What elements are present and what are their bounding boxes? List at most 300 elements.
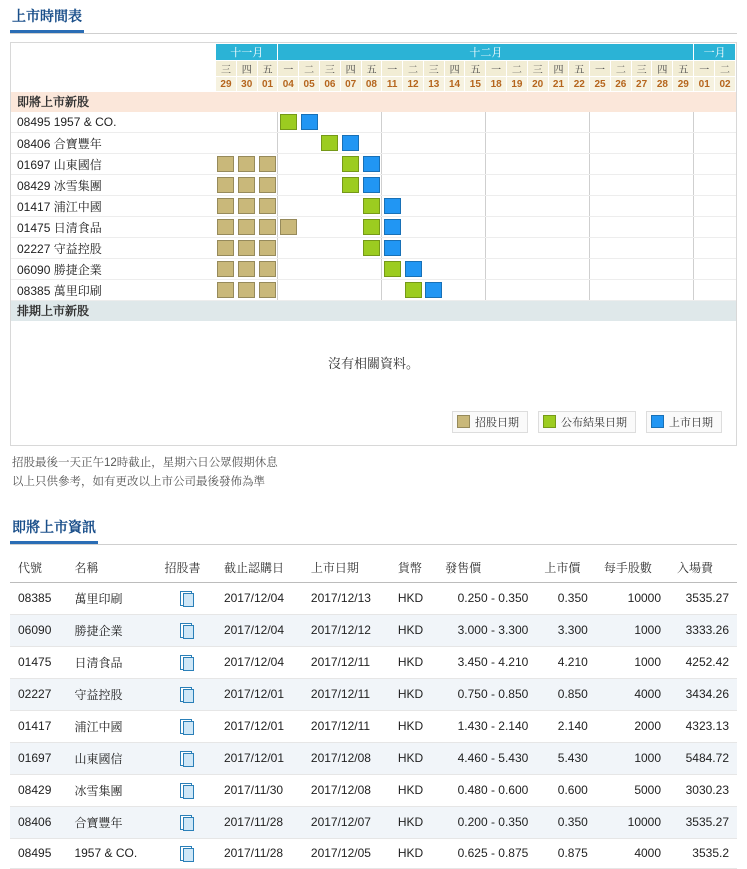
cell-name[interactable]: 守益控股 [66,678,156,710]
gantt-cell-empty [527,154,548,175]
cell-prospectus[interactable] [156,614,215,646]
gantt-bar-offer [217,219,234,235]
cell-list-price: 0.850 [536,678,595,710]
gantt-cell-empty [548,154,569,175]
gantt-cell-empty [486,112,507,133]
gantt-cell-empty [631,217,652,238]
gantt-cell-filled [278,112,299,133]
gantt-cell-empty [527,238,548,259]
gantt-cell-empty [340,217,361,238]
gantt-cell-empty [382,154,403,175]
gantt-cell-empty [507,154,528,175]
gantt-cell-empty [361,280,382,301]
table-row[interactable] [10,614,737,646]
cell-prospectus[interactable] [156,774,215,806]
table-row[interactable] [10,646,737,678]
table-row[interactable] [10,838,737,868]
gantt-cell-filled [236,175,257,196]
gantt-cell-empty [465,112,486,133]
gantt-cell-filled [257,196,278,217]
gantt-cell-empty [548,175,569,196]
cell-offer-price: 0.480 - 0.600 [437,774,536,806]
gantt-note: 招股最後一天正午12時截止，星期六日公眾假期休息 [12,456,278,469]
gantt-cell-empty [403,175,424,196]
gantt-cell-empty [569,280,590,301]
gantt-cell-empty [216,112,237,133]
table-row[interactable] [10,774,737,806]
gantt-cell-empty [631,196,652,217]
cell-name[interactable]: 山東國信 [66,742,156,774]
gantt-row[interactable] [11,280,736,301]
gantt-cell-filled [382,217,403,238]
cell-deadline: 2017/12/01 [216,710,303,742]
cell-currency: HKD [390,582,437,614]
cell-list-date: 2017/12/12 [303,614,390,646]
gantt-cell-empty [299,196,320,217]
gantt-row-label[interactable]: 01697 山東國信 [11,154,216,175]
gantt-bar-result [321,135,338,151]
gantt-cell-empty [382,280,403,301]
cell-prospectus[interactable] [156,678,215,710]
gantt-cell-empty [631,238,652,259]
gantt-cell-empty [486,196,507,217]
gantt-date-cell: 07 [340,77,361,92]
gantt-cell-empty [444,238,465,259]
gantt-cell-filled [236,196,257,217]
gantt-month-label: 十一月 [216,44,278,61]
gantt-legend [11,401,736,445]
legend-swatch-icon [651,415,664,428]
cell-code[interactable]: 02227 [10,678,66,710]
gantt-weekday-cell: 四 [340,61,361,77]
gantt-bar-result [280,114,297,130]
column-header-7[interactable]: 上市價 [536,553,595,583]
cell-lot-size: 1000 [596,646,669,678]
gantt-cell-filled [236,217,257,238]
gantt-cell-empty [548,280,569,301]
cell-code[interactable]: 08406 [10,806,66,838]
column-header-4[interactable]: 上市日期 [303,553,390,583]
gantt-cell-empty [507,280,528,301]
cell-entry-fee: 3333.26 [669,614,737,646]
gantt-row-label[interactable]: 08385 萬里印刷 [11,280,216,301]
gantt-cell-empty [444,259,465,280]
gantt-cell-empty [507,238,528,259]
gantt-cell-filled [257,175,278,196]
cell-code[interactable]: 08429 [10,774,66,806]
gantt-row-label[interactable]: 02227 守益控股 [11,238,216,259]
gantt-cell-empty [278,175,299,196]
cell-deadline: 2017/12/04 [216,646,303,678]
cell-code[interactable]: 01697 [10,742,66,774]
document-icon[interactable] [180,751,192,765]
table-row[interactable] [10,582,737,614]
gantt-cell-empty [278,238,299,259]
gantt-cell-empty [631,280,652,301]
gantt-cell-filled [361,196,382,217]
document-icon[interactable] [180,623,192,637]
document-icon[interactable] [180,591,192,605]
cell-list-price: 0.875 [536,838,595,868]
gantt-month-label: 十二月 [278,44,694,61]
gantt-cell-empty [382,133,403,154]
legend-item [452,411,528,433]
gantt-month-header [11,44,736,61]
column-header-0[interactable]: 代號 [10,553,66,583]
gantt-cell-filled [257,238,278,259]
gantt-weekday-cell: 一 [382,61,403,77]
gantt-cell-empty [590,133,611,154]
gantt-cell-empty [590,217,611,238]
cell-lot-size: 1000 [596,742,669,774]
gantt-date-header [11,77,736,92]
gantt-cell-filled [216,175,237,196]
gantt-bar-result [363,240,380,256]
gantt-cell-empty [340,196,361,217]
gantt-cell-filled [382,196,403,217]
gantt-cell-empty [610,196,631,217]
gantt-cell-empty [403,217,424,238]
gantt-cell-filled [216,280,237,301]
gantt-cell-empty [486,217,507,238]
gantt-cell-empty [652,259,673,280]
cell-name[interactable]: 萬里印刷 [66,582,156,614]
gantt-cell-empty [694,217,715,238]
gantt-cell-empty [590,238,611,259]
cell-deadline: 2017/12/04 [216,614,303,646]
table-row[interactable] [10,710,737,742]
gantt-bar-offer [238,219,255,235]
gantt-cell-empty [465,259,486,280]
gantt-cell-empty [465,217,486,238]
gantt-note: 以上只供參考，如有更改以上市公司最後發佈為準 [12,476,265,489]
cell-offer-price: 0.200 - 0.350 [437,806,536,838]
cell-offer-price: 0.625 - 0.875 [437,838,536,868]
column-header-3[interactable]: 截止認購日 [216,553,303,583]
gantt-weekday-cell: 一 [590,61,611,77]
gantt-bar-list [405,261,422,277]
gantt-cell-filled [236,154,257,175]
gantt-bar-result [342,156,359,172]
gantt-date-cell: 01 [257,77,278,92]
document-icon[interactable] [180,846,192,860]
gantt-row[interactable] [11,154,736,175]
table-row[interactable] [10,678,737,710]
gantt-cell-empty [299,238,320,259]
gantt-date-cell: 13 [423,77,444,92]
cell-prospectus[interactable] [156,838,215,868]
gantt-row[interactable] [11,175,736,196]
gantt-cell-empty [465,238,486,259]
gantt-group-scheduled [11,301,736,321]
column-header-1[interactable]: 名稱 [66,553,156,583]
gantt-cell-empty [631,175,652,196]
cell-offer-price: 3.000 - 3.300 [437,614,536,646]
gantt-weekday-cell: 三 [319,61,340,77]
cell-name[interactable]: 勝捷企業 [66,614,156,646]
cell-prospectus[interactable] [156,646,215,678]
gantt-bar-offer [259,240,276,256]
gantt-cell-empty [278,280,299,301]
gantt-cell-empty [652,112,673,133]
gantt-cell-filled [236,280,257,301]
gantt-cell-empty [569,112,590,133]
gantt-cell-empty [569,154,590,175]
gantt-cell-filled [423,280,444,301]
gantt-cell-empty [673,112,694,133]
legend-swatch-icon [457,415,470,428]
gantt-date-blank [11,77,216,92]
gantt-bar-result [342,177,359,193]
gantt-month-label: 一月 [694,44,736,61]
gantt-bar-offer [238,156,255,172]
gantt-cell-empty [216,133,237,154]
cell-list-date: 2017/12/13 [303,582,390,614]
gantt-cell-empty [694,280,715,301]
gantt-cell-filled [216,196,237,217]
gantt-cell-empty [673,133,694,154]
cell-prospectus[interactable] [156,710,215,742]
cell-deadline: 2017/11/28 [216,806,303,838]
gantt-row[interactable] [11,238,736,259]
gantt-row-label[interactable]: 08406 合寶豐年 [11,133,216,154]
gantt-cell-filled [216,154,237,175]
gantt-date-cell: 05 [299,77,320,92]
gantt-cell-empty [610,175,631,196]
cell-offer-price: 4.460 - 5.430 [437,742,536,774]
gantt-weekday-cell: 一 [486,61,507,77]
gantt-weekday-header [11,61,736,77]
gantt-cell-empty [486,133,507,154]
gantt-cell-empty [631,154,652,175]
cell-lot-size: 4000 [596,838,669,868]
legend-swatch-icon [543,415,556,428]
gantt-bar-offer [280,219,297,235]
gantt-weekday-cell: 五 [361,61,382,77]
gantt-cell-empty [569,175,590,196]
gantt-weekday-cell: 二 [507,61,528,77]
gantt-bar-offer [238,240,255,256]
cell-lot-size: 2000 [596,710,669,742]
cell-lot-size: 5000 [596,774,669,806]
cell-entry-fee: 3535.27 [669,582,737,614]
gantt-cell-empty [673,175,694,196]
gantt-bar-list [384,219,401,235]
cell-list-price: 0.350 [536,582,595,614]
gantt-bar-offer [217,282,234,298]
gantt-date-cell: 28 [652,77,673,92]
gantt-bar-offer [238,198,255,214]
gantt-cell-empty [527,196,548,217]
cell-currency: HKD [390,710,437,742]
gantt-cell-empty [299,175,320,196]
gantt-bar-offer [238,282,255,298]
gantt-cell-empty [673,280,694,301]
column-header-5[interactable]: 貨幣 [390,553,437,583]
gantt-row-label[interactable]: 01417 浦江中國 [11,196,216,217]
gantt-weekday-cell: 一 [694,61,715,77]
gantt-cell-filled [403,259,424,280]
gantt-date-cell: 14 [444,77,465,92]
gantt-bar-result [363,219,380,235]
gantt-cell-empty [361,259,382,280]
gantt-cell-empty [340,112,361,133]
gantt-cell-empty [319,175,340,196]
gantt-cell-empty [403,154,424,175]
cell-code[interactable]: 08385 [10,582,66,614]
cell-list-date: 2017/12/05 [303,838,390,868]
gantt-row-label[interactable]: 01475 日清食品 [11,217,216,238]
gantt-bar-offer [217,261,234,277]
cell-name[interactable]: 日清食品 [66,646,156,678]
gantt-row[interactable] [11,196,736,217]
cell-entry-fee: 5484.72 [669,742,737,774]
table-row[interactable] [10,806,737,838]
cell-name[interactable]: 1957 & CO. [66,838,156,868]
gantt-cell-empty [715,196,736,217]
cell-offer-price: 0.250 - 0.350 [437,582,536,614]
gantt-cell-empty [299,154,320,175]
gantt-date-cell: 25 [590,77,611,92]
gantt-cell-empty [715,280,736,301]
cell-list-date: 2017/12/08 [303,742,390,774]
upcoming-listing-info-section [0,511,747,869]
gantt-cell-empty [507,133,528,154]
gantt-bar-offer [238,261,255,277]
gantt-weekday-cell: 五 [257,61,278,77]
gantt-weekday-cell: 三 [631,61,652,77]
document-icon[interactable] [180,815,192,829]
cell-code[interactable]: 08495 [10,838,66,868]
gantt-corner-blank [11,44,216,61]
gantt-table [11,43,736,321]
gantt-cell-empty [652,175,673,196]
gantt-date-cell: 08 [361,77,382,92]
gantt-group-upcoming [11,92,736,112]
cell-prospectus[interactable] [156,582,215,614]
gantt-cell-empty [361,112,382,133]
gantt-weekday-cell: 四 [444,61,465,77]
document-icon[interactable] [180,655,192,669]
gantt-cell-empty [423,217,444,238]
gantt-cell-empty [444,280,465,301]
gantt-row-label[interactable]: 06090 勝捷企業 [11,259,216,280]
gantt-cell-empty [548,217,569,238]
gantt-cell-empty [299,259,320,280]
gantt-cell-empty [590,196,611,217]
column-header-2[interactable]: 招股書 [156,553,215,583]
gantt-cell-empty [319,154,340,175]
cell-prospectus[interactable] [156,806,215,838]
gantt-row[interactable] [11,259,736,280]
gantt-cell-empty [673,217,694,238]
gantt-cell-empty [694,133,715,154]
gantt-bar-offer [259,177,276,193]
cell-deadline: 2017/12/04 [216,582,303,614]
gantt-cell-empty [548,259,569,280]
gantt-cell-empty [465,154,486,175]
gantt-cell-empty [610,217,631,238]
gantt-cell-filled [216,259,237,280]
gantt-cell-empty [548,112,569,133]
gantt-weekday-cell: 三 [527,61,548,77]
gantt-cell-empty [486,154,507,175]
gantt-bar-offer [238,177,255,193]
document-icon[interactable] [180,687,192,701]
gantt-cell-filled [361,238,382,259]
gantt-row-label[interactable]: 08429 冰雪集團 [11,175,216,196]
gantt-cell-empty [715,112,736,133]
gantt-cell-empty [319,217,340,238]
gantt-cell-empty [527,259,548,280]
cell-list-date: 2017/12/11 [303,678,390,710]
gantt-cell-empty [465,196,486,217]
gantt-cell-empty [715,238,736,259]
cell-entry-fee: 3030.23 [669,774,737,806]
gantt-row[interactable] [11,112,736,133]
cell-code[interactable]: 01417 [10,710,66,742]
cell-name[interactable]: 合寶豐年 [66,806,156,838]
gantt-group-upcoming-label: 即將上市新股 [11,92,736,112]
gantt-cell-empty [590,259,611,280]
gantt-cell-empty [610,238,631,259]
legend-item [646,411,722,433]
gantt-cell-empty [423,259,444,280]
document-icon[interactable] [180,719,192,733]
gantt-cell-filled [361,154,382,175]
gantt-bar-result [384,261,401,277]
cell-name[interactable]: 浦江中國 [66,710,156,742]
column-header-8[interactable]: 每手股數 [596,553,669,583]
cell-code[interactable]: 01475 [10,646,66,678]
gantt-date-cell: 18 [486,77,507,92]
gantt-date-cell: 20 [527,77,548,92]
cell-name[interactable]: 冰雪集團 [66,774,156,806]
gantt-weekday-cell: 二 [403,61,424,77]
gantt-cell-filled [340,154,361,175]
gantt-cell-empty [673,238,694,259]
cell-deadline: 2017/11/30 [216,774,303,806]
gantt-row[interactable] [11,133,736,154]
column-header-9[interactable]: 入場費 [669,553,737,583]
cell-list-price: 0.350 [536,806,595,838]
gantt-cell-empty [278,133,299,154]
gantt-cell-empty [694,259,715,280]
document-icon[interactable] [180,783,192,797]
gantt-date-cell: 06 [319,77,340,92]
table-row[interactable] [10,742,737,774]
gantt-cell-empty [465,280,486,301]
gantt-weekday-cell: 二 [715,61,736,77]
gantt-cell-empty [715,217,736,238]
gantt-bar-list [425,282,442,298]
cell-code[interactable]: 06090 [10,614,66,646]
gantt-date-cell: 19 [507,77,528,92]
gantt-cell-empty [610,112,631,133]
gantt-row[interactable] [11,217,736,238]
cell-prospectus[interactable] [156,742,215,774]
gantt-weekday-cell: 三 [423,61,444,77]
gantt-cell-filled [319,133,340,154]
cell-list-price: 0.600 [536,774,595,806]
gantt-cell-empty [299,133,320,154]
gantt-weekday-cell: 二 [299,61,320,77]
gantt-cell-empty [340,238,361,259]
gantt-weekday-cell: 五 [673,61,694,77]
column-header-6[interactable]: 發售價 [437,553,536,583]
gantt-row-label[interactable]: 08495 1957 & CO. [11,112,216,133]
gantt-bar-list [363,177,380,193]
